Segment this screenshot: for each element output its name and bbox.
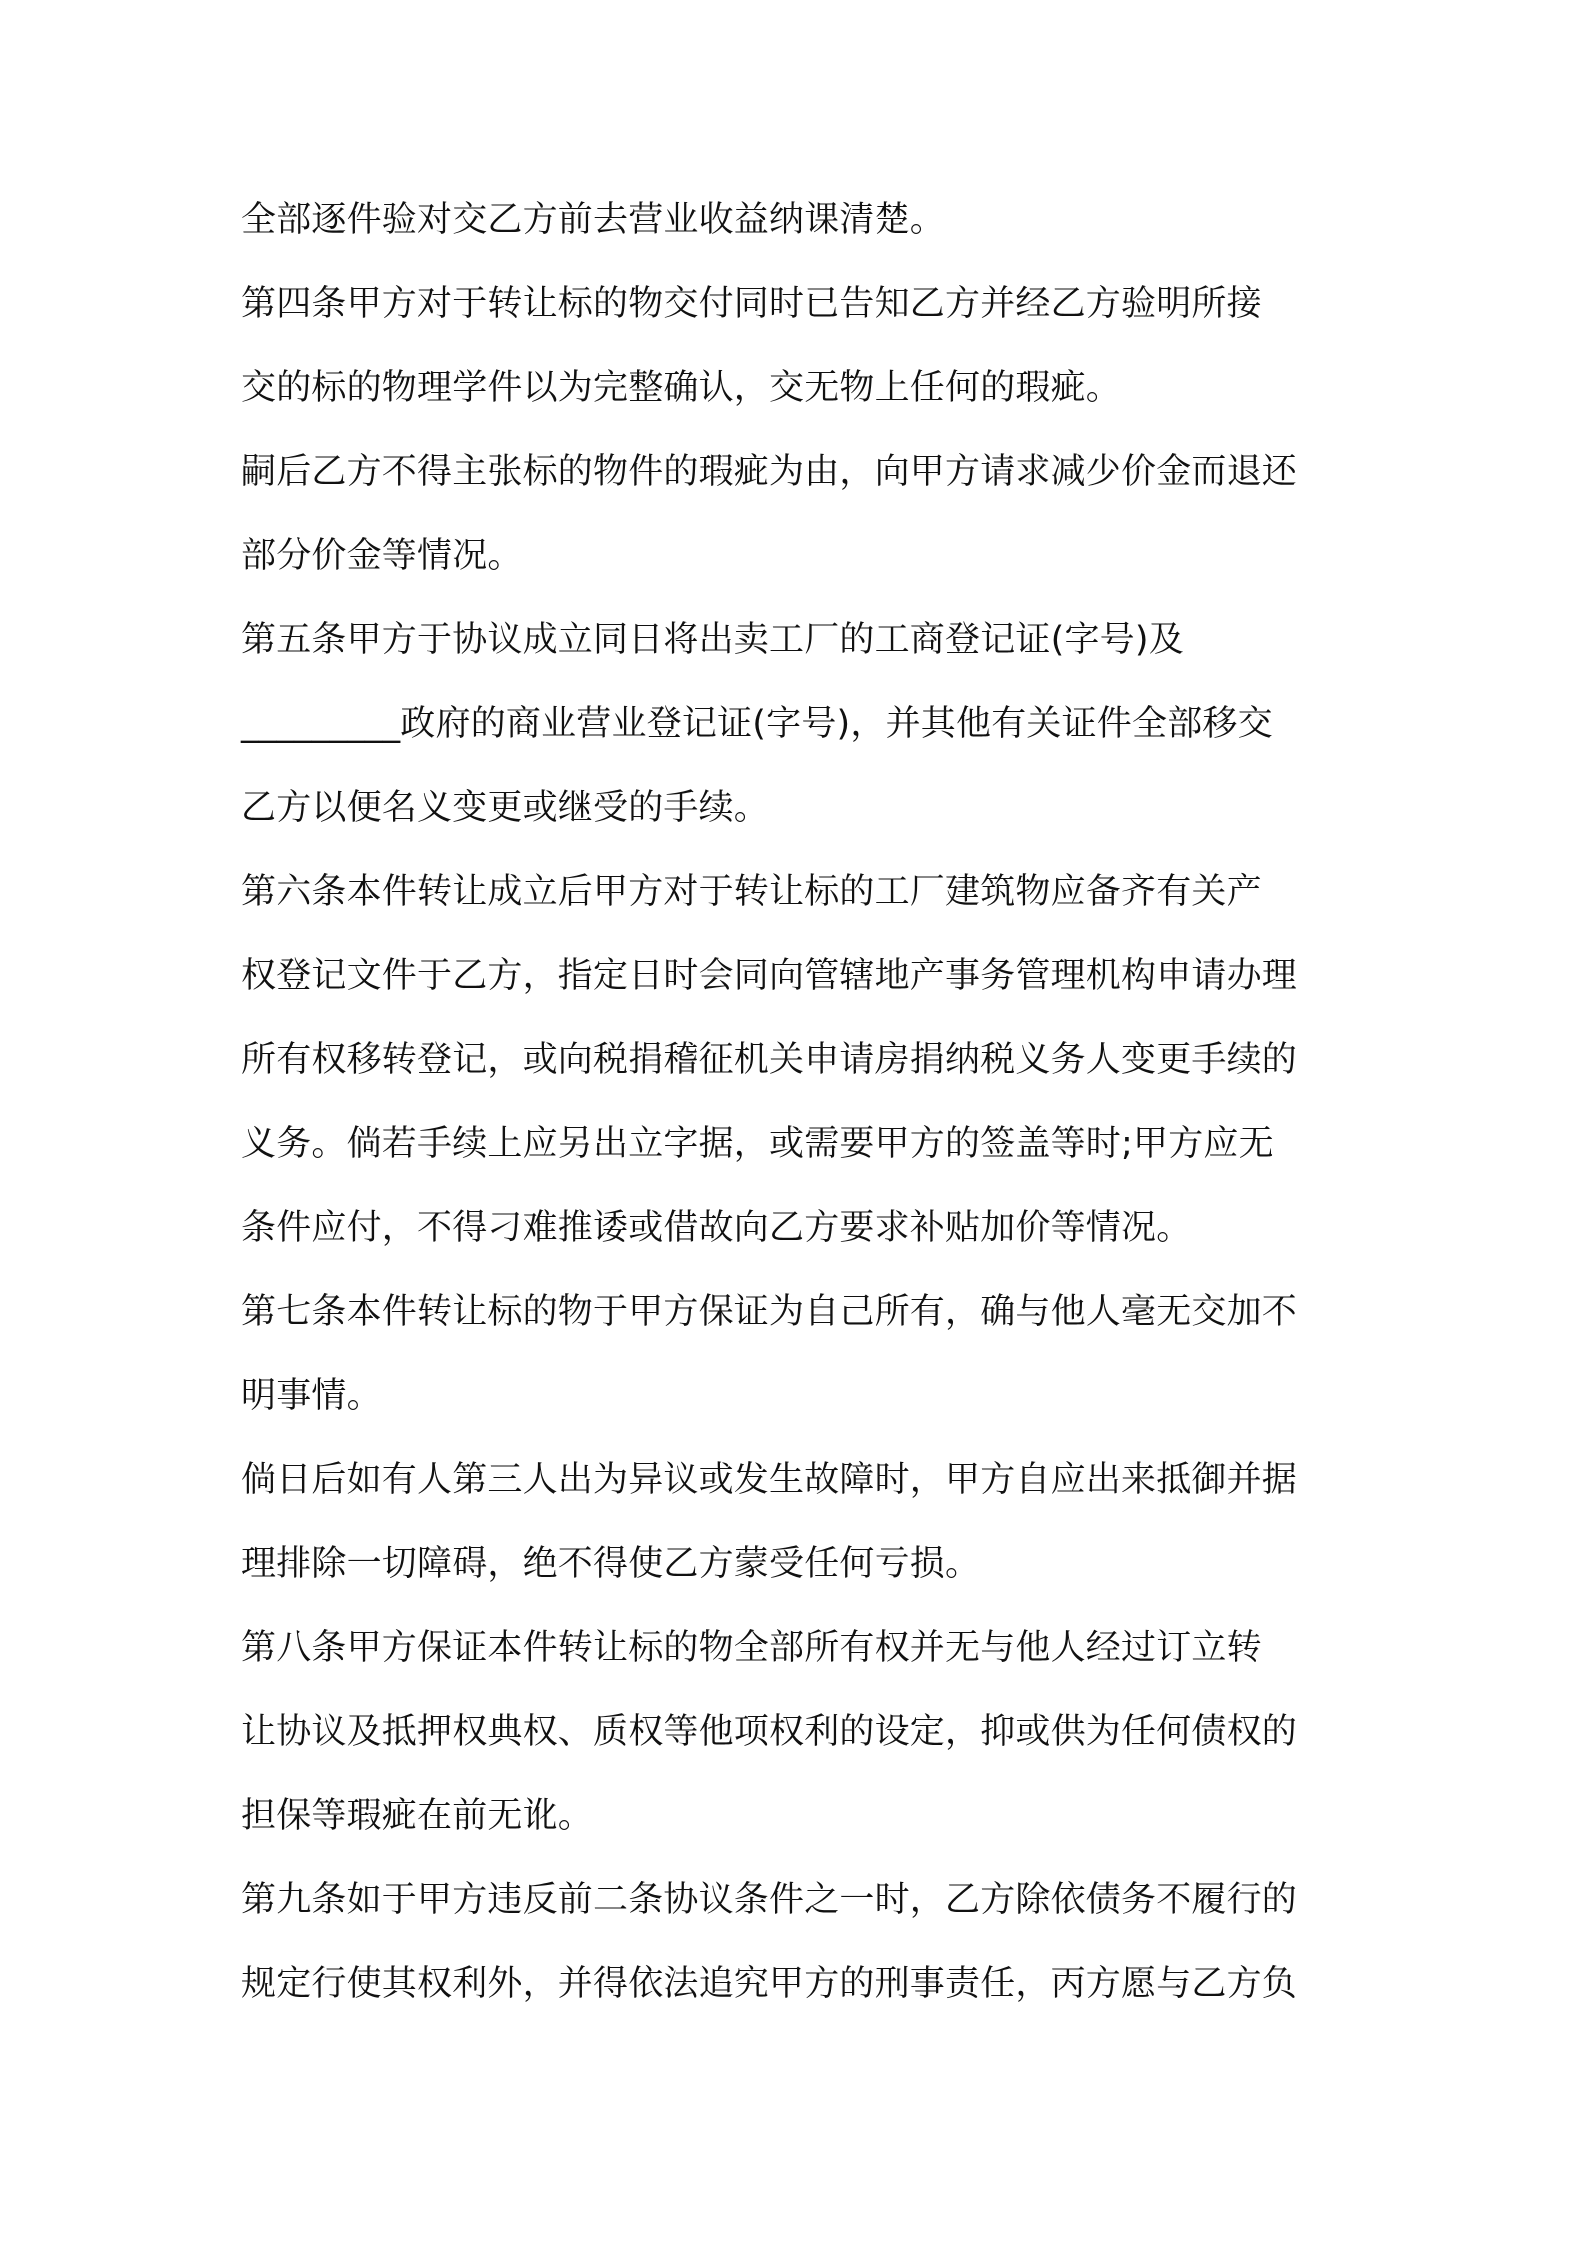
- text-line: 第六条本件转让成立后甲方对于转让标的工厂建筑物应备齐有关产: [241, 872, 1262, 912]
- text-line: 第四条甲方对于转让标的物交付同时已告知乙方并经乙方验明所接: [241, 284, 1262, 324]
- text-line: 义务。倘若手续上应另出立字据，或需要甲方的签盖等时;甲方应无: [241, 1124, 1274, 1164]
- text-line: 倘日后如有人第三人出为异议或发生故障时，甲方自应出来抵御并据: [241, 1460, 1298, 1500]
- contract-text-body: [241, 197, 1366, 2045]
- text-line: 担保等瑕疵在前无讹。: [241, 1796, 594, 1836]
- text-line: 第七条本件转让标的物于甲方保证为自己所有，确与他人毫无交加不: [241, 1292, 1298, 1332]
- text-line: 全部逐件验对交乙方前去营业收益纳课清楚。: [241, 200, 946, 240]
- text-line: 明事情。: [241, 1376, 382, 1416]
- text-line: 嗣后乙方不得主张标的物件的瑕疵为由，向甲方请求减少价金而退还: [241, 452, 1298, 492]
- text-line: 规定行使其权利外，并得依法追究甲方的刑事责任，丙方愿与乙方负: [241, 1964, 1298, 2004]
- text-line: 条件应付，不得刁难推诿或借故向乙方要求补贴加价等情况。: [241, 1208, 1192, 1248]
- text-line: 第五条甲方于协议成立同日将出卖工厂的工商登记证(字号)及: [241, 620, 1184, 660]
- text-line: 理排除一切障碍，绝不得使乙方蒙受任何亏损。: [241, 1544, 981, 1584]
- text-line: 让协议及抵押权典权、质权等他项权利的设定，抑或供为任何债权的: [241, 1712, 1298, 1752]
- text-line: 所有权移转登记，或向税捐稽征机关申请房捐纳税义务人变更手续的: [241, 1040, 1298, 1080]
- text-line: 第九条如于甲方违反前二条协议条件之一时，乙方除依债务不履行的: [241, 1880, 1298, 1920]
- text-line: 乙方以便名义变更或继受的手续。: [241, 788, 770, 828]
- text-line: 交的标的物理学件以为完整确认，交无物上任何的瑕疵。: [241, 368, 1122, 408]
- text-line: 第八条甲方保证本件转让标的物全部所有权并无与他人经过订立转: [241, 1628, 1262, 1668]
- text-line: 权登记文件于乙方，指定日时会同向管辖地产事务管理机构申请办理: [241, 956, 1298, 996]
- text-line: 部分价金等情况。: [241, 536, 523, 576]
- text-line: _________政府的商业营业登记证(字号)，并其他有关证件全部移交: [241, 704, 1273, 744]
